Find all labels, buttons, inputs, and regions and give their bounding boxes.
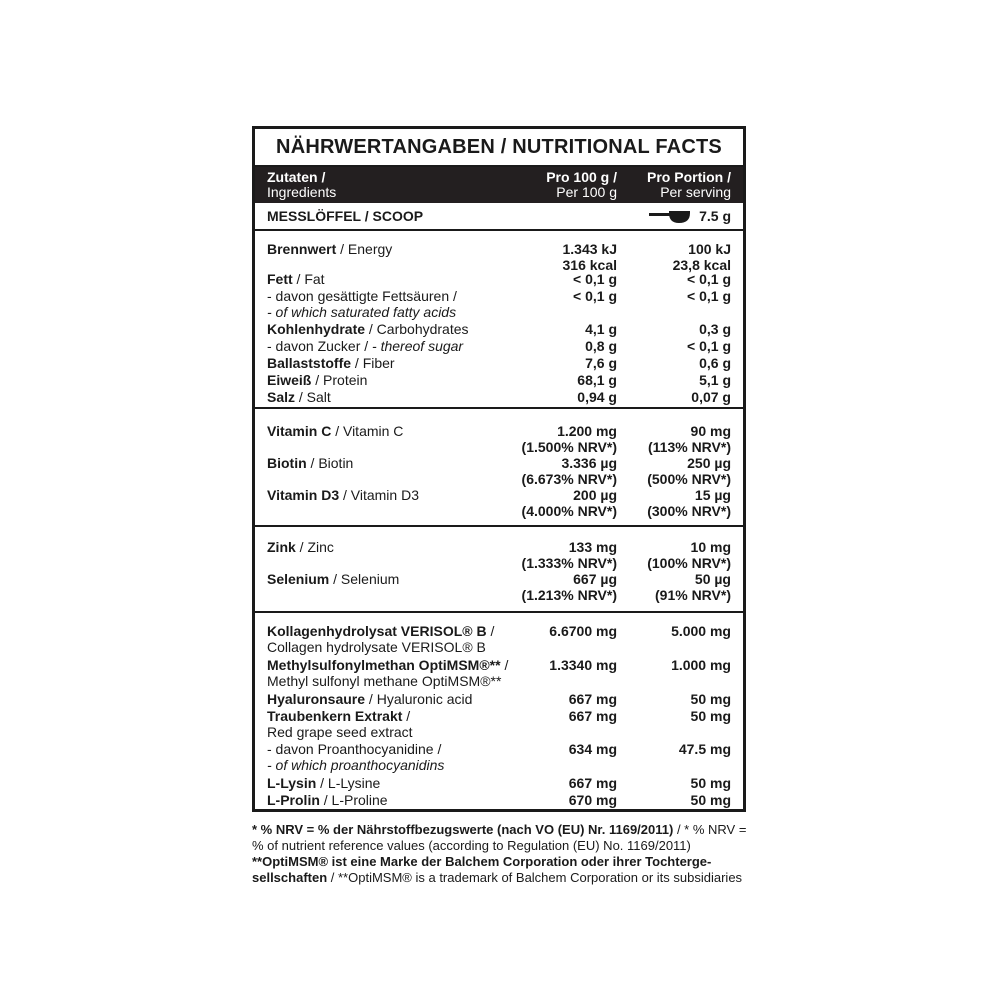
value-per-serving: 50 mg	[690, 792, 731, 808]
nutrient-name-en: / Vitamin D3	[339, 487, 419, 503]
nutrient-name: Vitamin C	[267, 423, 332, 439]
nrv-per-serving: (91% NRV*)	[655, 587, 731, 603]
nutrient-name: Kohlenhydrate	[267, 321, 366, 337]
footnotes	[252, 822, 752, 886]
ingredient-name-en: Methyl sulfonyl methane OptiMSM®**	[267, 673, 502, 689]
value-per-serving: 50 mg	[690, 691, 731, 707]
nutrient-name-en: - of which saturated fatty acids	[267, 304, 457, 320]
value-per-100g: < 0,1 g	[573, 288, 617, 304]
value-per-100g: 3.336 µg	[561, 455, 617, 471]
value-per-100g: < 0,1 g	[573, 271, 617, 287]
ingredient-name-en: / L-Proline	[319, 792, 388, 808]
value-per-serving: 90 mg	[690, 423, 731, 439]
per-100g-header-en: Per 100 g	[556, 184, 617, 200]
per-serving-header-en: Per serving	[660, 184, 731, 200]
scoop-value: 7.5 g	[699, 208, 731, 224]
value-per-100g: 667 mg	[568, 691, 617, 707]
nrv-per-serving: (300% NRV*)	[647, 503, 731, 519]
nutrient-name: Brennwert	[267, 241, 337, 257]
value-per-100g: 0,94 g	[577, 389, 617, 405]
value-per-100g: 7,6 g	[585, 355, 617, 371]
value-per-serving: < 0,1 g	[687, 271, 731, 287]
column-header	[255, 167, 743, 203]
nrv-footnote-en: / * % NRV = % of nutrient reference values (according to Regulation (EU) No. 1169/2011)	[252, 822, 747, 853]
nutrient-name: Biotin	[267, 455, 307, 471]
value-per-serving: 5.000 mg	[671, 623, 731, 639]
value-per-serving: 50 mg	[690, 708, 731, 724]
nutrient-name-en: / Fiber	[351, 355, 395, 371]
nrv-per-serving: (100% NRV*)	[647, 555, 731, 571]
value-per-serving: 50 mg	[690, 775, 731, 791]
extras-section	[255, 613, 743, 807]
value-per-100g: 667 mg	[568, 708, 617, 724]
value-per-100g: 1.3340 mg	[549, 657, 617, 673]
nutrition-table	[252, 126, 746, 812]
value-per-serving: < 0,1 g	[687, 338, 731, 354]
per-serving-header-de: Pro Portion /	[647, 169, 731, 185]
ingredient-name: L-Lysin	[267, 775, 317, 791]
value-per-100g: 4,1 g	[585, 321, 617, 337]
nrv-footnote	[252, 822, 752, 854]
scoop-row	[255, 203, 743, 231]
value-per-serving: 50 µg	[694, 571, 731, 587]
nutrient-name: Ballaststoffe	[267, 355, 352, 371]
value-per-serving: 0,6 g	[699, 355, 731, 371]
per-serving-header	[647, 170, 731, 200]
trademark-footnote	[252, 854, 752, 886]
value-per-100g: 667 µg	[573, 571, 617, 587]
ingredient-name: Methylsulfonylmethan OptiMSM®**	[267, 657, 501, 673]
trademark-footnote-en: / **OptiMSM® is a trademark of Balchem Corporation or its subsidiaries	[327, 870, 743, 885]
value-per-serving: 100 kJ	[688, 241, 731, 257]
ingredient-name: - davon Proanthocyanidine /	[267, 741, 442, 757]
nutrient-name: - davon gesättigte Fettsäuren /	[267, 288, 457, 304]
nrv-per-100g: (6.673% NRV*)	[521, 471, 617, 487]
nutrient-name: Selenium	[267, 571, 330, 587]
value-per-serving: 0,3 g	[699, 321, 731, 337]
value-per-100g: 68,1 g	[577, 372, 617, 388]
table-title: NÄHRWERTANGABEN / NUTRITIONAL FACTS	[255, 129, 743, 167]
ingredient-name-en: / L-Lysine	[316, 775, 381, 791]
ingredients-header	[267, 170, 336, 200]
value-per-serving: 0,07 g	[691, 389, 731, 405]
nrv-per-100g: (1.500% NRV*)	[521, 439, 617, 455]
value-per-100g: 0,8 g	[585, 338, 617, 354]
ingredient-name-en: - of which proanthocyanidins	[267, 757, 445, 773]
nutrient-name: Zink	[267, 539, 296, 555]
value-per-100g: 634 mg	[568, 741, 617, 757]
nrv-per-100g: (4.000% NRV*)	[521, 503, 617, 519]
nutrient-name: - davon Zucker /	[267, 338, 373, 354]
scoop-label: MESSLÖFFEL / SCOOP	[267, 208, 424, 224]
value-per-100g: 200 µg	[573, 487, 617, 503]
nutrient-name-en: / Energy	[336, 241, 393, 257]
nutrient-name: Salz	[267, 389, 296, 405]
vitamins-section	[255, 409, 743, 527]
value-per-serving: 250 µg	[687, 455, 731, 471]
value-per-serving: 15 µg	[694, 487, 731, 503]
nutrient-name: Vitamin D3	[267, 487, 340, 503]
value-per-100g: 670 mg	[568, 792, 617, 808]
nutrient-name: Eiweiß	[267, 372, 312, 388]
trademark-footnote-de: **OptiMSM® ist eine Marke der Balchem Corporation oder ihrer Tochterge-sellschaften	[252, 854, 712, 885]
nutrient-name-en: / Biotin	[306, 455, 354, 471]
nrv-per-serving: (113% NRV*)	[647, 439, 731, 455]
per-100g-header	[546, 170, 617, 200]
nutrient-name-en: / Protein	[311, 372, 368, 388]
value-per-serving: 1.000 mg	[671, 657, 731, 673]
ingredient-name-sep: /	[486, 623, 495, 639]
nutrient-name-en: / Vitamin C	[331, 423, 404, 439]
macros-section	[255, 231, 743, 409]
nrv-per-100g: (1.333% NRV*)	[521, 555, 617, 571]
per-100g-header-de: Pro 100 g /	[546, 169, 617, 185]
minerals-section	[255, 527, 743, 613]
nutrient-name-en: - thereof sugar	[372, 338, 464, 354]
nrv-footnote-de: * % NRV = % der Nährstoffbezugswerte (nach VO (EU) Nr. 1169/2011)	[252, 822, 674, 837]
nutrient-name-en: / Salt	[295, 389, 331, 405]
value-per-serving-kcal: 23,8 kcal	[672, 257, 731, 273]
nutrient-name-en: / Zinc	[295, 539, 334, 555]
ingredient-name: Kollagenhydrolysat VERISOL® B	[267, 623, 487, 639]
nrv-per-100g: (1.213% NRV*)	[521, 587, 617, 603]
value-per-serving: < 0,1 g	[687, 288, 731, 304]
value-per-100g: 1.200 mg	[557, 423, 617, 439]
ingredient-name-sep: /	[500, 657, 509, 673]
scoop-icon	[649, 208, 691, 224]
ingredient-name: Traubenkern Extrakt	[267, 708, 403, 724]
value-per-100g: 1.343 kJ	[562, 241, 617, 257]
value-per-serving: 5,1 g	[699, 372, 731, 388]
nutrient-name-en: / Selenium	[329, 571, 400, 587]
ingredients-header-de: Zutaten /	[267, 169, 326, 185]
ingredient-name-en: Red grape seed extract	[267, 724, 413, 740]
ingredients-header-en: Ingredients	[267, 184, 337, 200]
value-per-serving: 10 mg	[690, 539, 731, 555]
value-per-serving: 47.5 mg	[678, 741, 731, 757]
ingredient-name-sep: /	[402, 708, 411, 724]
ingredient-name: L-Prolin	[267, 792, 320, 808]
ingredient-name: Hyaluronsaure	[267, 691, 366, 707]
value-per-100g-kcal: 316 kcal	[562, 257, 617, 273]
nutrient-name-en: / Fat	[292, 271, 325, 287]
ingredient-name-en: / Hyaluronic acid	[365, 691, 473, 707]
ingredient-name-en: Collagen hydrolysate VERISOL® B	[267, 639, 486, 655]
nrv-per-serving: (500% NRV*)	[647, 471, 731, 487]
value-per-100g: 6.6700 mg	[549, 623, 617, 639]
value-per-100g: 133 mg	[568, 539, 617, 555]
nutrient-name-en: / Carbohydrates	[365, 321, 469, 337]
nutrient-name: Fett	[267, 271, 293, 287]
value-per-100g: 667 mg	[568, 775, 617, 791]
